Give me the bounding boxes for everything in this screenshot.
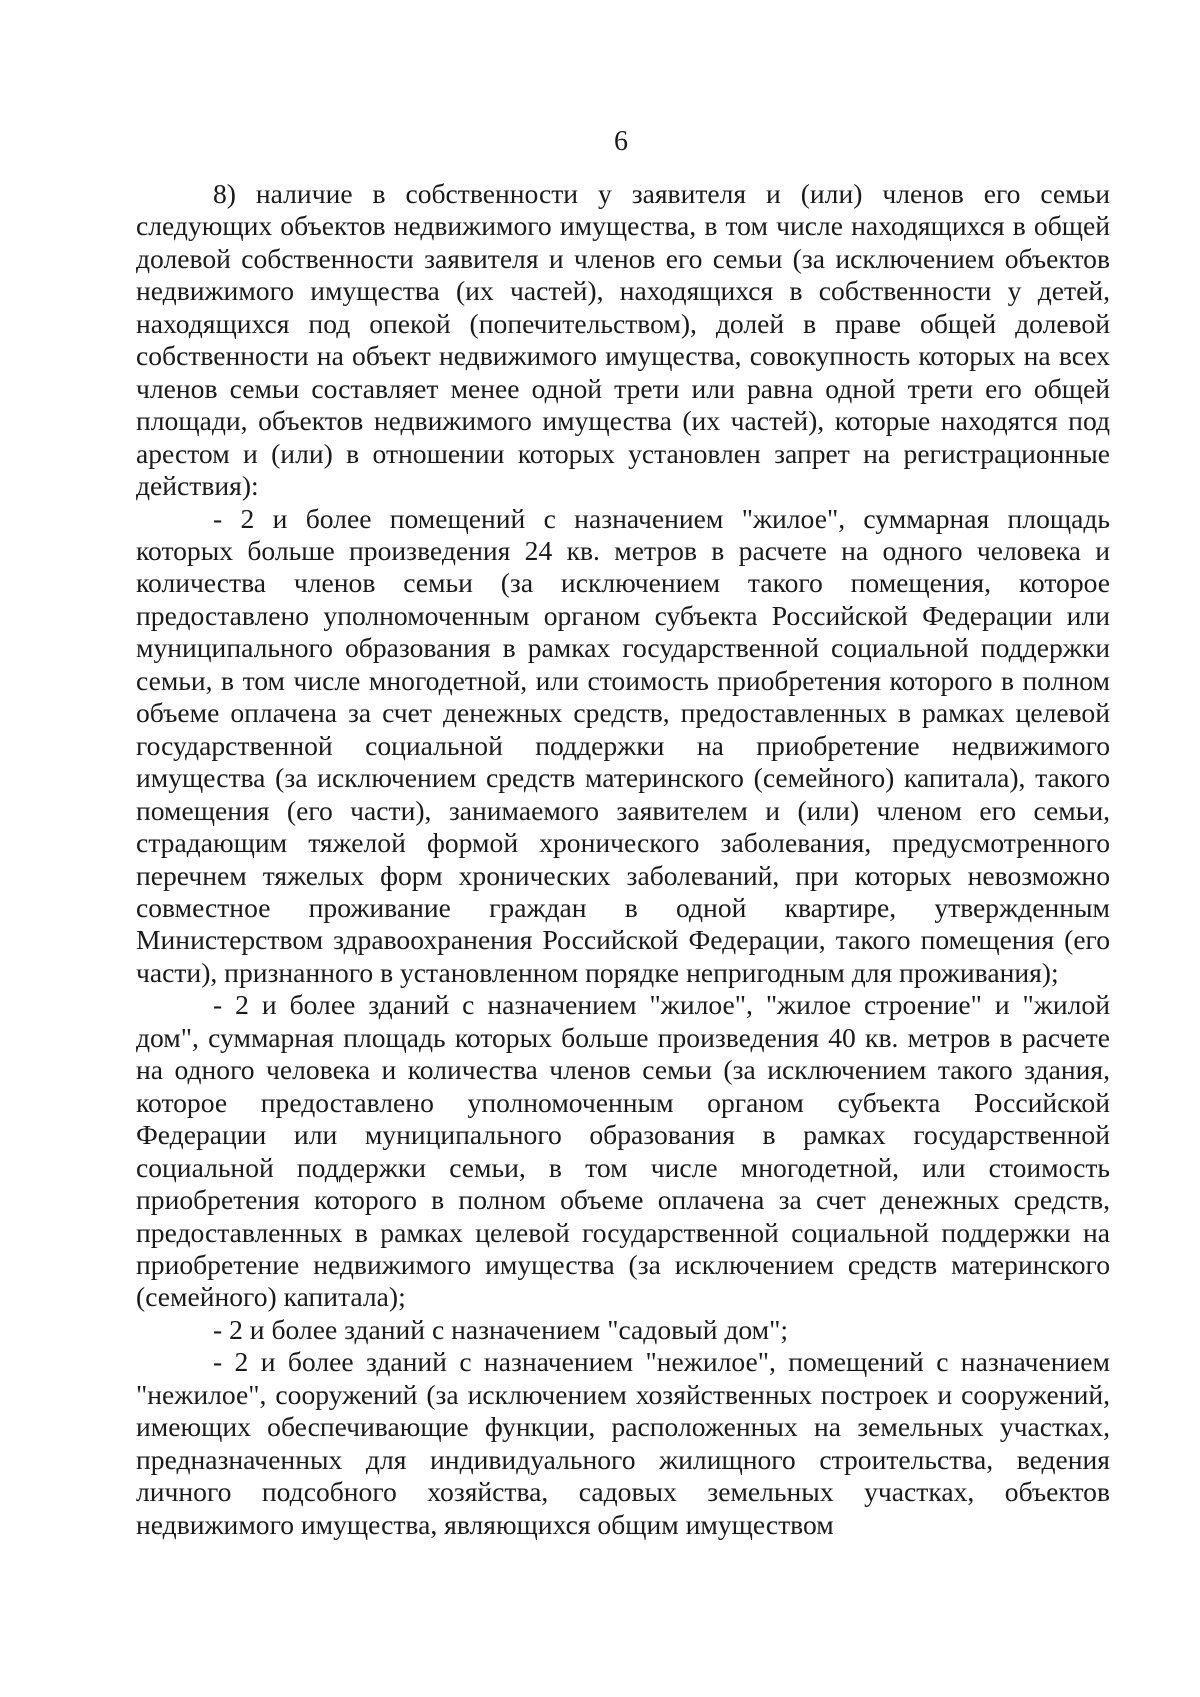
document-body	[136, 178, 1110, 1541]
paragraph-residential-buildings: - 2 и более зданий с назначением "жилое", "жилое строение" и "жилой дом", суммарная площадь которых больше произведения 40 кв. метров в расчете на одного человека и количества членов семьи (за исключением такого здания, которое предоставлено уполномоченным органом субъекта Российской Федерации или муниципального образования в рамках государственной социальной поддержки семьи, в том числе многодетной, или стоимость приобретения которого в полном объеме оплачена за счет денежных средств, предоставленных в рамках целевой государственной социальной поддержки на приобретение недвижимого имущества (за исключением средств материнского (семейного) капитала);	[136, 989, 1110, 1313]
paragraph-item-8: 8) наличие в собственности у заявителя и (или) членов его семьи следующих объектов недвижимого имущества, в том числе находящихся в общей долевой собственности заявителя и членов его семьи (за исключением объектов недвижимого имущества (их частей), находящихся в собственности у детей, находящихся под опекой (попечительством), долей в праве общей долевой собственности на объект недвижимого имущества, совокупность которых на всех членов семьи составляет менее одной трети или равна одной трети его общей площади, объектов недвижимого имущества (их частей), которые находятся под арестом и (или) в отношении которых установлен запрет на регистрационные действия):	[136, 178, 1110, 502]
paragraph-garden-houses: - 2 и более зданий с назначением "садовый дом";	[213, 1313, 789, 1345]
paragraph-non-residential: - 2 и более зданий с назначением "нежилое", помещений с назначением "нежилое", сооружений (за исключением хозяйственных построек и сооружений, имеющих обеспечивающие функции, расположенных на земельных участках, предназначенных для индивидуального жилищного строительства, ведения личного подсобного хозяйства, садовых земельных участках, объектов недвижимого имущества, являющихся общим имуществом	[136, 1346, 1110, 1540]
page-number: 6	[614, 126, 628, 157]
paragraph-residential-premises: - 2 и более помещений с назначением "жилое", суммарная площадь которых больше произведения 24 кв. метров в расчете на одного человека и количества членов семьи (за исключением такого помещения, которое предоставлено уполномоченным органом субъекта Российской Федерации или муниципального образования в рамках государственной социальной поддержки семьи, в том числе многодетной, или стоимость приобретения которого в полном объеме оплачена за счет денежных средств, предоставленных в рамках целевой государственной социальной поддержки на приобретение недвижимого имущества (за исключением средств материнского (семейного) капитала), такого помещения (его части), занимаемого заявителем и (или) членом его семьи, страдающим тяжелой формой хронического заболевания, предусмотренного перечнем тяжелых форм хронических заболеваний, при которых невозможно совместное проживание граждан в одной квартире, утвержденным Министерством здравоохранения Российской Федерации, такого помещения (его части), признанного в установленном порядке непригодным для проживания);	[136, 502, 1110, 988]
